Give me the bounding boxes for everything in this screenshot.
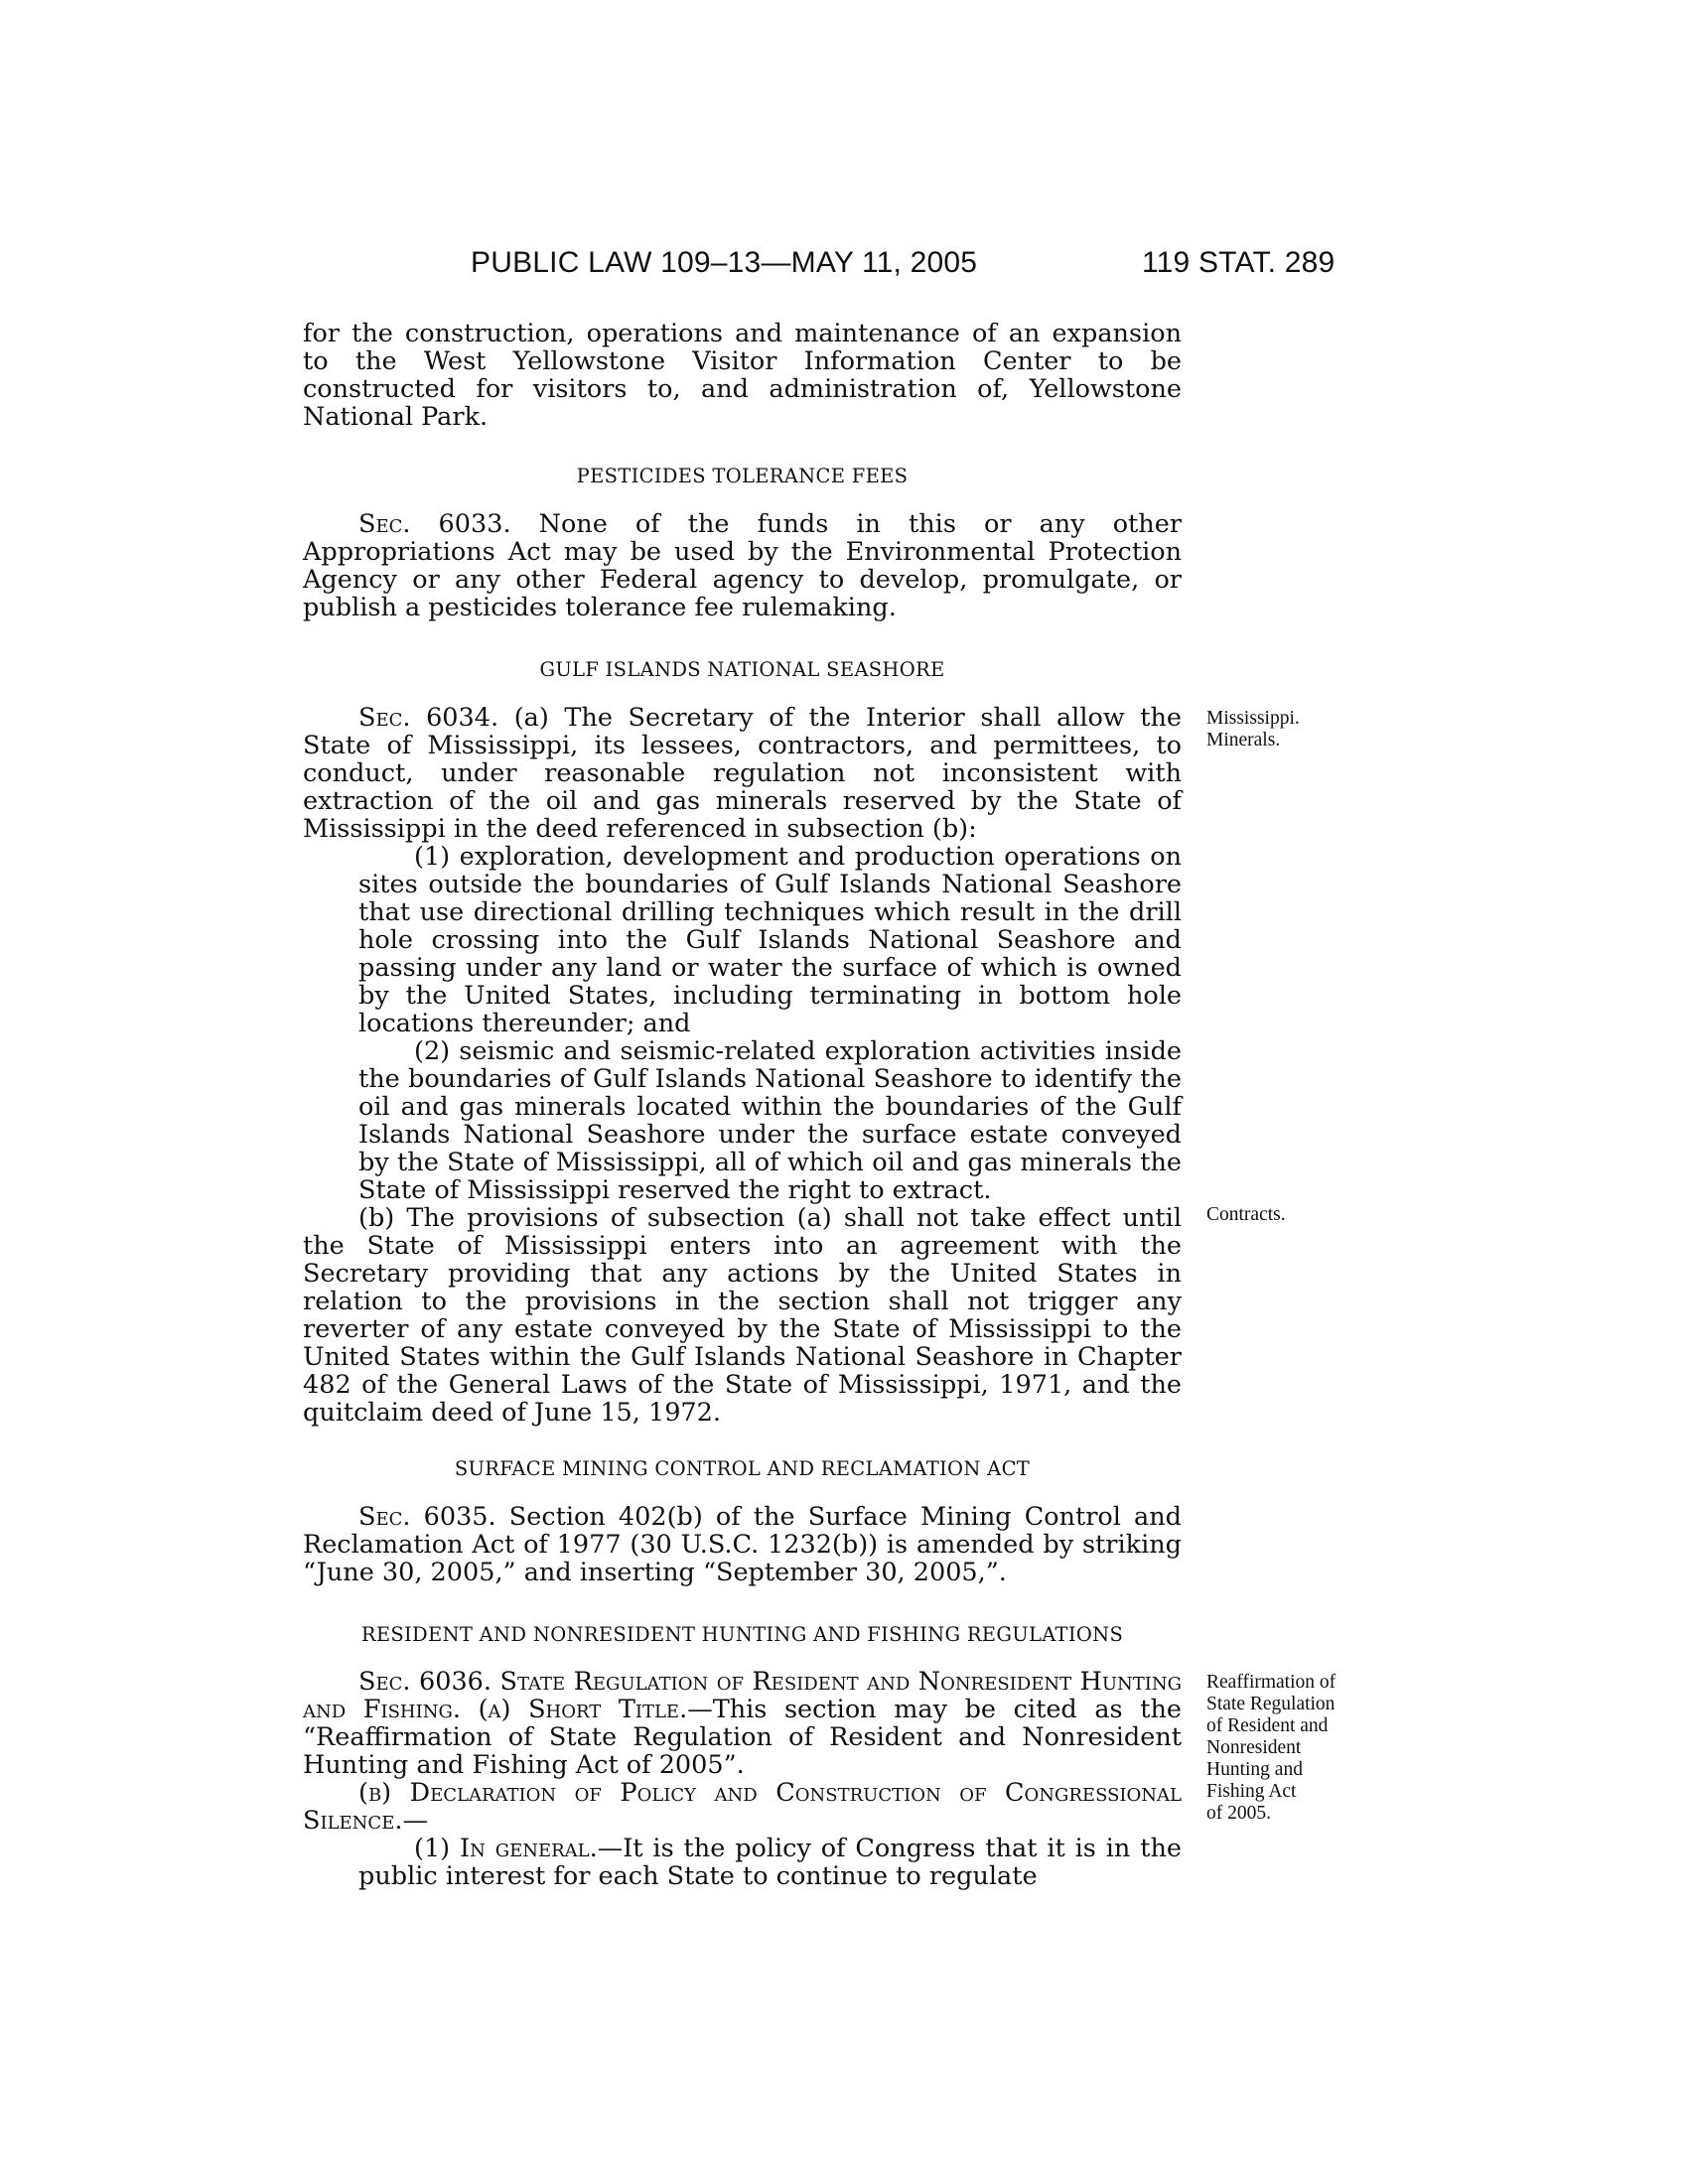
section-6035-label: Sec. 6035. xyxy=(358,1502,496,1532)
margin-note-line: Mississippi. xyxy=(1206,708,1300,729)
margin-note-line: Reaffirmation of xyxy=(1206,1672,1336,1693)
section-6036-b-label: (b) Declaration of Policy and Construction of Congressional Silence. xyxy=(303,1778,1182,1836)
page-header-stat: 119 STAT. 289 xyxy=(1142,246,1336,279)
margin-note-line: Minerals. xyxy=(1206,730,1281,751)
section-6036-paragraph-a xyxy=(303,1668,1182,1779)
section-6035-body xyxy=(303,1503,1182,1586)
section-heading-6035: SURFACE MINING CONTROL AND RECLAMATION ACT xyxy=(454,1457,1031,1480)
section-6036-label: Sec. 6036. xyxy=(358,1667,492,1697)
section-6036-title: State Regulation of Resident and Nonresident Hunting and Fishing. xyxy=(303,1667,1183,1724)
intro-text: for the construction, operations and maintenance of an expansion to the West Yellowstone Visitor Information Center to be constructed for visitors to, and administration of, Yellowstone National Park. xyxy=(303,319,1182,432)
margin-note-line: of 2005. xyxy=(1206,1803,1271,1824)
section-6033-body xyxy=(303,510,1182,621)
margin-note-line: of Resident and xyxy=(1206,1715,1329,1736)
section-6036-p1-label: (1) In general. xyxy=(414,1834,598,1863)
section-6033-label: Sec. 6033. xyxy=(358,509,511,539)
section-6033-paragraph xyxy=(303,510,1182,621)
section-6036-a-label: (a) Short Title. xyxy=(478,1695,688,1724)
section-6036-body xyxy=(303,1668,1182,1890)
section-6033-text: None of the funds in this or any other Appropriations Act may be used by the Environmental Protection Agency or any other Federal agency to develop, promulgate, or publish a pesticides tolerance fee rulemaking. xyxy=(303,509,1183,622)
section-6034-paragraph-a xyxy=(303,704,1182,843)
section-heading-6033: PESTICIDES TOLERANCE FEES xyxy=(576,465,909,487)
margin-note-contracts: Contracts. xyxy=(1206,1204,1286,1225)
margin-note-mississippi xyxy=(1206,708,1300,751)
intro-paragraph xyxy=(303,320,1182,431)
section-6034-label: Sec. 6034. xyxy=(358,703,499,733)
margin-note-line: Hunting and xyxy=(1206,1759,1303,1780)
margin-note-line: Nonresident xyxy=(1206,1737,1302,1758)
section-6035-text: Section 402(b) of the Surface Mining Control and Reclamation Act of 1977 (30 U.S.C. 1232(b)) is amended by striking “June 30, 2005,” and inserting “September 30, 2005,”. xyxy=(303,1502,1183,1587)
margin-note-line: Fishing Act xyxy=(1206,1781,1297,1802)
section-6035-paragraph xyxy=(303,1503,1182,1586)
section-6034-a-text: (a) The Secretary of the Interior shall allow the State of Mississippi, its lessees, contractors, and permittees, to conduct, under reasonable regulation not inconsistent with extraction of the oil and gas minerals reserved by the State of Mississippi in the deed referenced in subsection (b): xyxy=(303,703,1183,844)
section-heading-6036: RESIDENT AND NONRESIDENT HUNTING AND FISHING REGULATIONS xyxy=(360,1623,1124,1646)
margin-note-reaffirmation xyxy=(1206,1672,1336,1825)
section-6036-p1-text: —It is the policy of Congress that it is in the public interest for each State to continue to regulate xyxy=(358,1834,1182,1891)
section-6036-b-dash: — xyxy=(402,1806,428,1836)
section-6034-item-2: (2) seismic and seismic-related exploration activities inside the boundaries of Gulf Islands National Seashore to identify the oil and gas minerals located within the boundaries of the Gulf Islands National Seashore under the surface estate conveyed by the State of Mississippi, all of which oil and gas minerals the State of Mississippi reserved the right to extract. xyxy=(358,1036,1182,1205)
section-6034-paragraph-b: (b) The provisions of subsection (a) shall not take effect until the State of Mississippi enters into an agreement with the Secretary providing that any actions by the United States in relation to the provisions in the section shall not trigger any reverter of any estate conveyed by the State of Mississippi to the United States within the Gulf Islands National Seashore in Chapter 482 of the General Laws of the State of Mississippi, 1971, and the quitclaim deed of June 15, 1972. xyxy=(303,1203,1182,1428)
margin-note-line: State Regulation xyxy=(1206,1694,1336,1714)
page-header-title: PUBLIC LAW 109–13—MAY 11, 2005 xyxy=(471,246,978,279)
section-6036-item-1 xyxy=(303,1835,1182,1890)
section-6034-item-1: (1) exploration, development and production operations on sites outside the boundaries of Gulf Islands National Seashore that use directional drilling techniques which result in the drill hole crossing into the Gulf Islands National Seashore and passing under any land or water the surface of which is owned by the United States, including terminating in bottom hole locations thereunder; and xyxy=(358,842,1182,1038)
section-6036-a-text: —This section may be cited as the “Reaffirmation of State Regulation of Resident and Nonresident Hunting and Fishing Act of 2005”. xyxy=(303,1695,1182,1780)
section-6034-body xyxy=(303,704,1182,1427)
section-heading-6034: GULF ISLANDS NATIONAL SEASHORE xyxy=(539,658,945,681)
section-6036-paragraph-b xyxy=(303,1779,1182,1835)
